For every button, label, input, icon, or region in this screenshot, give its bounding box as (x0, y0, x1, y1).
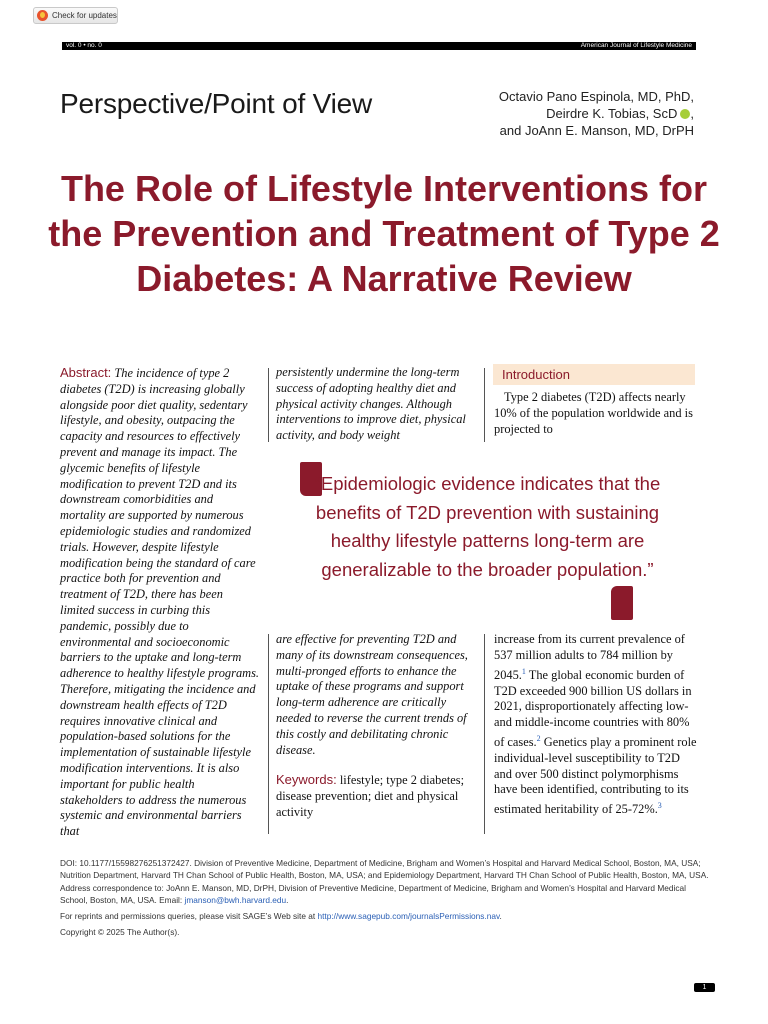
reference-link-1[interactable]: 1 (521, 666, 526, 676)
check-for-updates-badge[interactable] (33, 7, 118, 24)
section-type: Perspective/Point of View (60, 88, 372, 119)
pull-quote: “Epidemiologic evidence indicates that the benefits of T2D prevention with sustaining healthy lifestyle patterns long-term are generalizable to the broader population.” (314, 473, 661, 580)
quote-close-icon (611, 586, 633, 620)
abstract-text-1: The incidence of type 2 diabetes (T2D) is increasing globally alongside poor diet quality, sedentary lifestyle, and obesity, outpacing the capacity and resources to effectively prevent and manage its impact. The glycemic benefits of lifestyle modification to prevent T2D and its downstream comorbidities and mortality are supported by numerous epidemiologic studies and randomized trials. However, despite lifestyle modification being the standard of care practice both for prevention and treatment of T2D, there has been limited success in curbing this pandemic, possibly due to environmental and socioeconomic barriers to the uptake and long-term adherence to healthy lifestyle programs. Therefore, mitigating the incidence and downstream health effects of T2D requires innovative clinical and population-based solutions for the implementation of sustainable lifestyle modification interventions. It is also important for public health stakeholders to address the numerous systemic and environmental barriers that (60, 366, 260, 839)
volume-issue: vol. 0 • no. 0 (66, 42, 102, 49)
permissions (60, 910, 710, 922)
introduction-heading: Introduction (493, 364, 695, 385)
intro-para-3: Genetics play a prominent role individual-level susceptibility to T2D and over 500 distinct polymorphisms have been identified, contributing to its estimated heritability of 25-72%. (494, 735, 697, 817)
author-1: Octavio Pano Espinola, MD, PhD, (498, 89, 694, 104)
keywords (276, 772, 479, 820)
permissions-link[interactable]: http://www.sagepub.com/journalsPermissions.nav (317, 911, 500, 922)
email-link[interactable]: jmanson@bwh.harvard.edu (184, 894, 287, 905)
doi-affiliations-text: DOI: 10.1177/15598276251372427. Division of Preventive Medicine, Department of Medicine, Brigham and Women’s Hospital and Harvard Medical School, Boston, MA, USA; Nutrition Department, Harvard TH Chan School of Public Health, Boston, MA, USA; and Epidemiology Department, Harvard TH Chan School of Public Health, Boston, MA, USA. Address correspondence to: JoAnn E. Manson, MD, DrPH, Division of Preventive Medicine, Department of Medicine, Brigham and Women’s Hospital and Harvard Medical School, Boston, MA, USA. Email: (60, 858, 709, 905)
permissions-text: For reprints and permissions queries, please visit SAGE’s Web site at (60, 911, 316, 922)
orcid-icon[interactable] (680, 109, 690, 119)
copyright: Copyright © 2025 The Author(s). (60, 927, 180, 938)
column-divider (484, 368, 485, 442)
check-for-updates-label: Check for updates (52, 11, 117, 20)
abstract-column-2-bottom (276, 632, 479, 821)
author-2: Deirdre K. Tobias, ScD (546, 106, 678, 121)
journal-name: American Journal of Lifestyle Medicine (580, 42, 692, 49)
keywords-text: lifestyle; type 2 diabetes; disease prevention; diet and physical activity (276, 773, 465, 819)
article-title: The Role of Lifestyle Interventions for the Prevention and Treatment of Type 2 Diabetes: A Narrative Review (48, 168, 720, 299)
author-3: and JoAnn E. Manson, MD, DrPH (499, 123, 694, 138)
permissions-end: . (499, 911, 502, 922)
introduction-text-top (494, 390, 694, 437)
intro-para-2: The global economic burden of T2D exceeded 900 billion US dollars in 2021, disproportionately affecting low- and middle-income countries with 80% of cases. (494, 667, 692, 750)
reference-link-3[interactable]: 3 (657, 801, 662, 811)
author-2-line (499, 105, 694, 122)
abstract-column-1 (60, 365, 260, 840)
column-divider (268, 368, 269, 442)
reference-link-2[interactable]: 2 (536, 733, 541, 743)
intro-para-1: increase from its current prevalence of 537 million adults to 784 million by 2045. (494, 632, 685, 682)
author-2-comma: , (690, 106, 694, 121)
email-end: . (286, 894, 289, 905)
intro-para-top: Type 2 diabetes (T2D) affects nearly 10% of the population worldwide and is projected to (494, 390, 693, 436)
journal-header-bar (62, 42, 696, 50)
author-list (499, 88, 694, 139)
crossmark-icon (37, 10, 48, 21)
affiliations (60, 857, 710, 906)
abstract-text-2: are effective for preventing T2D and many of its downstream consequences, multi-pronged efforts to enhance the uptake of these programs and support long-term adherence are critically needed to reverse the current trends of this costly and debilitating chronic disease. (276, 632, 468, 757)
footer (60, 857, 710, 939)
keywords-label: Keywords: (276, 772, 337, 788)
column-divider (268, 634, 269, 834)
column-divider (484, 634, 485, 834)
introduction-text-bottom (494, 632, 697, 818)
abstract-column-2-top: persistently undermine the long-term success of adopting healthy diet and physical activity changes. Although interventions to improve diet, physical activity, and body weight (276, 365, 466, 443)
abstract-label: Abstract: (60, 365, 112, 380)
page-number: 1 (694, 983, 715, 992)
